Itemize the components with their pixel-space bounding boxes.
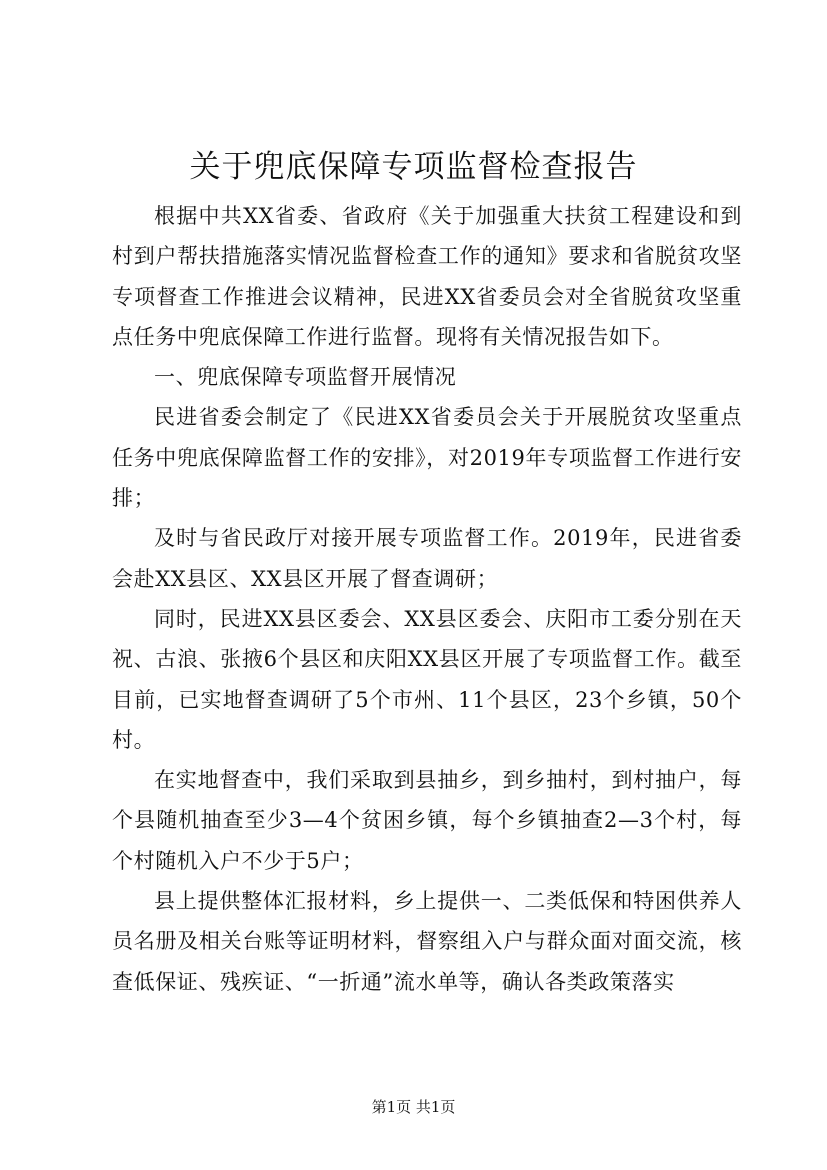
- paragraph-intro: 根据中共XX省委、省政府《关于加强重大扶贫工程建设和到村到户帮扶措施落实情况监督检查工作的通知》要求和省脱贫攻坚专项督查工作推进会议精神，民进XX省委员会对全省脱贫攻坚重点任务中兜底保障工作进行监督。现将有关情况报告如下。: [112, 204, 742, 349]
- document-body: [112, 196, 742, 1002]
- page-footer: 第1页 共1页: [371, 1098, 456, 1116]
- paragraph-arrangement: 民进省委会制定了《民进XX省委员会关于开展脱贫攻坚重点任务中兜底保障监督工作的安排》，对2019年专项监督工作进行安排；: [112, 405, 742, 511]
- paragraph-liaison: 及时与省民政厅对接开展专项监督工作。2019年，民进省委会赴XX县区、XX县区开展了督查调研；: [112, 526, 742, 591]
- document-title: 关于兜底保障专项监督检查报告: [189, 149, 638, 185]
- section-heading-1: 一、兜底保障专项监督开展情况: [154, 365, 457, 390]
- paragraph-county-supervision: 同时，民进XX县区委会、XX县区委会、庆阳市工委分别在天祝、古浪、张掖6个县区和庆阳XX县区开展了专项监督工作。截至目前，已实地督查调研了5个市州、11个县区，23个乡镇，50个村。: [112, 606, 742, 752]
- paragraph-sampling-method: 在实地督查中，我们采取到县抽乡，到乡抽村，到村抽户，每个县随机抽查至少3—4个贫困乡镇，每个乡镇抽查2—3个村，每个村随机入户不少于5户；: [112, 768, 742, 873]
- paragraph-verification: 县上提供整体汇报材料，乡上提供一、二类低保和特困供养人员名册及相关台账等证明材料，督察组入户与群众面对面交流，核查低保证、残疾证、“一折通”流水单等，确认各类政策落实: [112, 889, 742, 994]
